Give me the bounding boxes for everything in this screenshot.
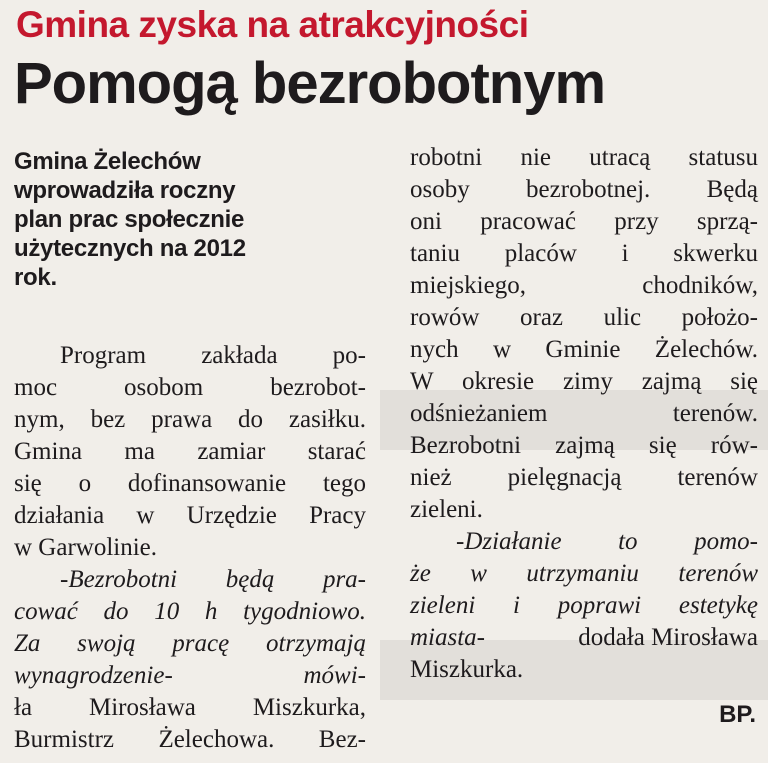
body-line: Program zakłada po- xyxy=(60,342,366,369)
attribution-fragment: dodała Mirosława xyxy=(578,624,758,651)
quote-line: że w utrzymaniu terenów xyxy=(410,560,758,587)
lead-line: plan prac społecznie xyxy=(14,206,245,233)
lead-line: Gmina Żelechów xyxy=(14,148,201,175)
body-line: oni pracować przy sprzą- xyxy=(410,208,758,235)
body-line: działania w Urzędzie Pracy xyxy=(14,502,366,529)
body-line xyxy=(410,622,758,654)
lead-line: użytecznych na 2012 xyxy=(14,235,246,262)
body-line: ła Mirosława Miszkurka, xyxy=(14,694,366,721)
article-kicker: Gmina zyska na atrakcyjności xyxy=(16,4,529,45)
body-line: miejskiego, chodników, xyxy=(410,272,758,299)
body-line: Bezrobotni zajmą się rów- xyxy=(410,432,758,459)
body-line: osoby bezrobotnej. Będą xyxy=(410,176,758,203)
body-line: taniu placów i skwerku xyxy=(410,240,758,267)
article-column-left xyxy=(14,340,366,756)
body-line: rowów oraz ulic położo- xyxy=(410,304,758,331)
body-line: w Garwolinie. xyxy=(14,534,158,561)
body-line: się o dofinansowanie tego xyxy=(14,470,366,497)
body-line: nym, bez prawa do zasiłku. xyxy=(14,406,366,433)
quote-line: zieleni i poprawi estetykę xyxy=(410,592,758,619)
lead-line: rok. xyxy=(14,264,57,291)
quote-line: cować do 10 h tygodniowo. xyxy=(14,598,366,625)
body-line: nych w Gminie Żelechów. xyxy=(410,336,758,363)
quote-fragment: wynagrodzenie- mówi- xyxy=(14,662,366,689)
body-line: zieleni. xyxy=(410,496,483,523)
body-line: Gmina ma zamiar starać xyxy=(14,438,366,465)
article-column-right xyxy=(410,142,758,686)
article-lead xyxy=(14,147,314,292)
body-line: odśnieżaniem terenów. xyxy=(410,400,758,427)
body-line xyxy=(14,660,366,692)
author-signature: BP. xyxy=(719,701,756,728)
article-headline: Pomogą bezrobotnym xyxy=(14,51,606,116)
quote-fragment: miasta- xyxy=(410,624,485,651)
body-line: moc osobom bezrobot- xyxy=(14,374,366,401)
body-line: W okresie zimy zajmą się xyxy=(410,368,758,395)
quote-line: -Działanie to pomo- xyxy=(456,528,758,555)
quote-line: Za swoją pracę otrzymają xyxy=(14,630,366,657)
body-line: robotni nie utracą statusu xyxy=(410,144,758,171)
quote-line: -Bezrobotni będą pra- xyxy=(60,566,366,593)
lead-line: wprowadziła roczny xyxy=(14,177,236,204)
body-line: nież pielęgnacją terenów xyxy=(410,464,758,491)
body-line: Burmistrz Żelechowa. Bez- xyxy=(14,726,366,753)
body-line: Miszkurka. xyxy=(410,656,524,683)
